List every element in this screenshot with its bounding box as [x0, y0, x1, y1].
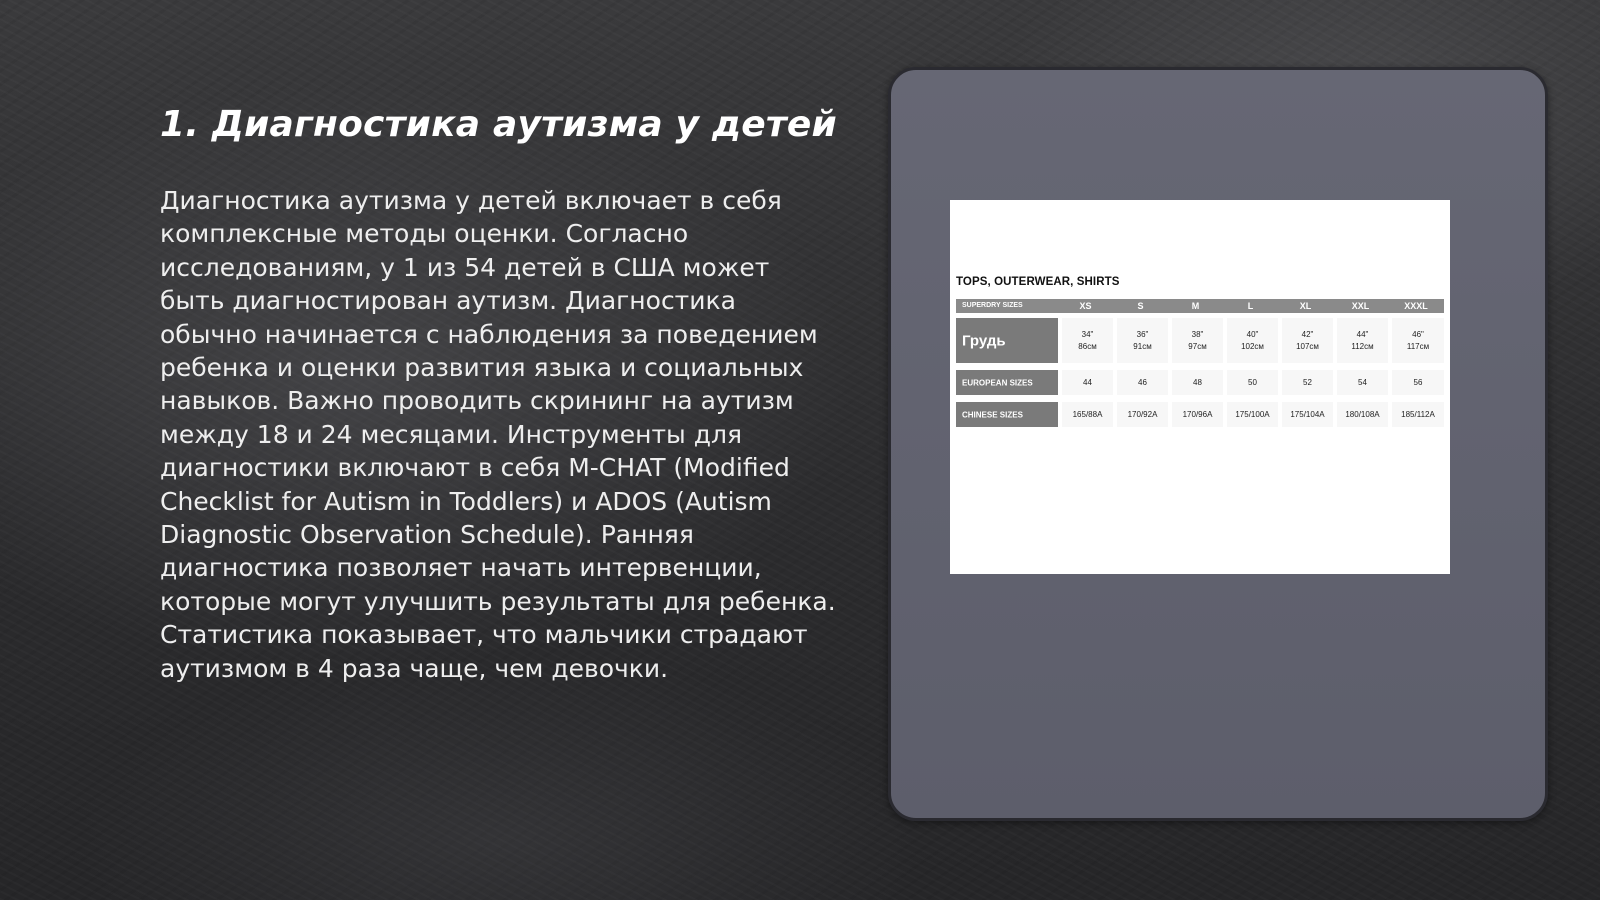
- row-label: CHINESE SIZES: [962, 410, 1023, 419]
- row-label: Грудь: [962, 332, 1006, 349]
- size-chart-header-label: SUPERDRY SIZES: [962, 302, 1023, 309]
- chinese-cell: 165/88A: [1062, 402, 1113, 427]
- european-cell: 46: [1117, 370, 1168, 395]
- size-chart-row-european: [956, 370, 1444, 395]
- chest-cell: [1062, 318, 1113, 363]
- chest-cell: [1117, 318, 1168, 363]
- chest-cell: [1392, 318, 1444, 363]
- row-label-box: [956, 370, 1058, 395]
- size-header-cell: S: [1137, 301, 1144, 311]
- row-label-box: [956, 318, 1058, 363]
- chest-inches: 34": [1081, 329, 1094, 339]
- european-cell: 48: [1172, 370, 1223, 395]
- chinese-cell: 185/112A: [1392, 402, 1444, 427]
- chest-inches: 46": [1412, 329, 1424, 339]
- size-header-cell: XXXL: [1404, 301, 1428, 311]
- chest-cell: [1172, 318, 1223, 363]
- chinese-cell: 170/92A: [1117, 402, 1168, 427]
- chinese-cell: 180/108A: [1337, 402, 1388, 427]
- row-label-box: [956, 402, 1058, 427]
- chest-inches: 38": [1191, 329, 1204, 339]
- size-chart-row-chest: [956, 318, 1444, 363]
- size-header-cell: M: [1191, 301, 1200, 311]
- chest-cm: 107см: [1296, 341, 1319, 351]
- chest-cm: 112см: [1351, 341, 1374, 351]
- size-chart-image: [950, 200, 1450, 574]
- chest-cm: 86см: [1078, 341, 1097, 351]
- chest-cell: [1227, 318, 1278, 363]
- chest-cm: 91см: [1133, 341, 1152, 351]
- chest-inches: 40": [1246, 329, 1259, 339]
- chinese-cell: 175/100A: [1227, 402, 1278, 427]
- chest-cm: 102см: [1241, 341, 1264, 351]
- chinese-cell: 170/96A: [1172, 402, 1223, 427]
- size-chart-header-row: [956, 299, 1444, 313]
- european-cell: 54: [1337, 370, 1388, 395]
- size-header-cell: XL: [1299, 301, 1312, 311]
- chest-inches: 42": [1301, 329, 1314, 339]
- chest-inches: 44": [1356, 329, 1369, 339]
- chest-cm: 117см: [1406, 341, 1430, 351]
- slide-title: 1. Диагностика аутизма у детей: [160, 104, 837, 145]
- size-header-cell: XXL: [1351, 301, 1370, 311]
- european-cell: 56: [1392, 370, 1444, 395]
- european-cell: 50: [1227, 370, 1278, 395]
- size-chart-row-chinese: [956, 402, 1444, 427]
- chest-cell: [1282, 318, 1333, 363]
- chest-inches: 36": [1136, 329, 1149, 339]
- european-cell: 52: [1282, 370, 1333, 395]
- slide-body-text: Диагностика аутизма у детей включает в себя комплексные методы оценки. Согласно исследованиям, у 1 из 54 детей в США может быть диагностирован аутизм. Диагностика обычно начинается с наблюдения за поведением ребенка и оценки развития языка и социальных навыков. Важно проводить скрининг на аутизм между 18 и 24 месяцами. Инструменты для диагностики включают в себя M-CHAT (Modified Checklist for Autism in Toddlers) и ADOS (Autism Diagnostic Observation Schedule). Ранняя диагностика позволяет начать интервенции, которые могут улучшить результаты для ребенка. Статистика показывает, что мальчики страдают аутизмом в 4 раза чаще, чем девочки.: [160, 186, 836, 683]
- row-label: EUROPEAN SIZES: [962, 378, 1033, 387]
- chest-cell: [1337, 318, 1388, 363]
- size-chart-title: TOPS, OUTERWEAR, SHIRTS: [956, 276, 1120, 288]
- size-header-cell: L: [1247, 301, 1254, 311]
- chest-cm: 97см: [1188, 341, 1207, 351]
- size-header-cell: XS: [1079, 301, 1092, 311]
- chinese-cell: 175/104A: [1282, 402, 1333, 427]
- european-cell: 44: [1062, 370, 1113, 395]
